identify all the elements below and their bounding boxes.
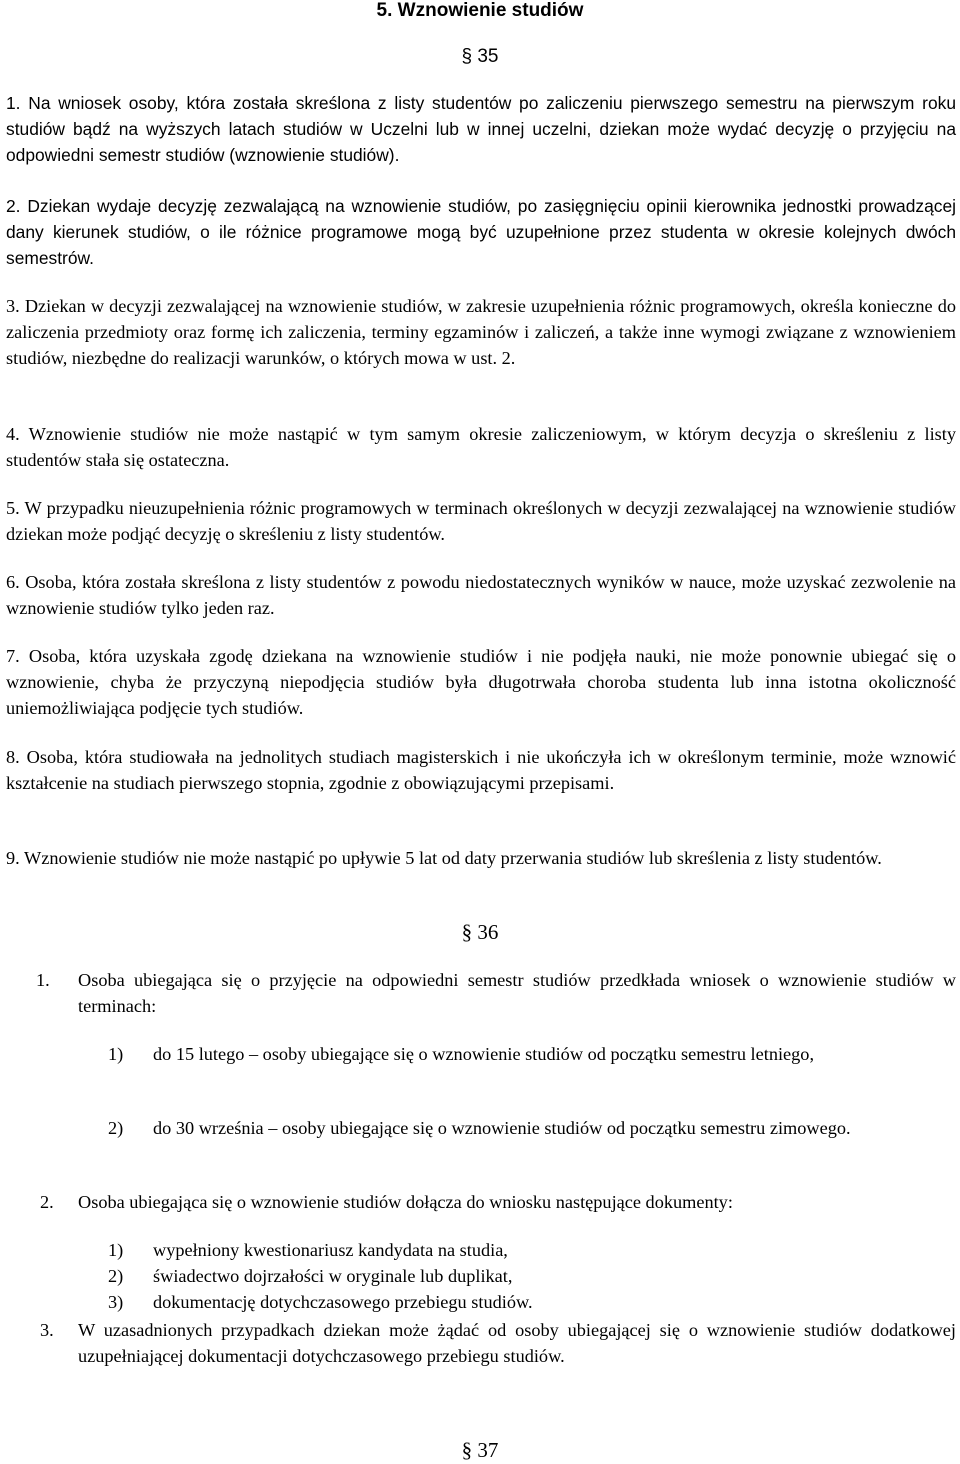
- sub-item-number: 2): [108, 1118, 124, 1138]
- sec36-item-1-sub-1: [108, 1041, 956, 1067]
- item-text: Osoba, która uzyskała zgodę dziekana na wznowienie studiów i nie podjęła nauki, nie może ponownie ubiegać się o wznowienie, chyba że przyczyną niepodjęcia studiów była długotrwała choroba studenta lub inna istotna okoliczność uniemożliwiająca podjęcie tych studiów.: [6, 646, 956, 718]
- sec36-item-1-sub-2: [108, 1115, 956, 1141]
- sub-item-text: świadectwo dojrzałości w oryginale lub duplikat,: [153, 1266, 513, 1286]
- sec35-item-8: [6, 744, 956, 796]
- item-number: 2.: [40, 1192, 54, 1212]
- sub-item-number: 1): [108, 1044, 124, 1064]
- sec36-item-2: [40, 1189, 956, 1215]
- item-text: Osoba, która studiowała na jednolitych studiach magisterskich i nie ukończyła ich w określonym terminie, może wznowić kształcenie na studiach pierwszego stopnia, zgodnie z obowiązującymi przepisami.: [6, 747, 956, 793]
- sub-item-text: do 15 lutego – osoby ubiegające się o wznowienie studiów od początku semestru letniego,: [153, 1044, 815, 1064]
- sec35-item-9: [6, 845, 956, 871]
- sec36-item-2-sub-1: [108, 1237, 956, 1263]
- item-text: Wznowienie studiów nie może nastąpić w tym samym okresie zaliczeniowym, w którym decyzja o skreśleniu z listy studentów stała się ostateczna.: [6, 424, 956, 470]
- item-text: Dziekan w decyzji zezwalającej na wznowienie studiów, w zakresie uzupełnienia różnic programowych, określa konieczne do zaliczenia przedmioty oraz formę ich zaliczenia, terminy egzaminów i zaliczeń, a także inne wymogi związane z wznowieniem studiów, niezbędne do realizacji warunków, o których mowa w ust. 2.: [6, 296, 956, 368]
- sec35-item-7: [6, 643, 956, 721]
- section-title: 5. Wznowienie studiów: [376, 0, 584, 21]
- sec35-item-1: [6, 90, 956, 168]
- item-number: 3.: [40, 1320, 54, 1340]
- item-number: 7.: [6, 646, 20, 666]
- item-number: 2.: [6, 196, 21, 216]
- sec35-item-2: [6, 193, 956, 271]
- paragraph-mark-35: § 35: [461, 46, 499, 67]
- sec36-item-1: [36, 967, 956, 1019]
- sec36-item-3: [40, 1317, 956, 1369]
- sec36-item-2-sub-3: [108, 1289, 956, 1315]
- item-text: W uzasadnionych przypadkach dziekan może żądać od osoby ubiegającej się o wznowienie studiów dodatkowej uzupełniającej dokumentacji dotychczasowego przebiegu studiów.: [78, 1320, 956, 1366]
- sub-item-text: dokumentację dotychczasowego przebiegu studiów.: [153, 1292, 533, 1312]
- sec36-item-2-sub-2: [108, 1263, 956, 1289]
- item-text: Osoba ubiegająca się o przyjęcie na odpowiedni semestr studiów przedkłada wniosek o wznowienie studiów w terminach:: [78, 970, 956, 1016]
- sec35-item-6: [6, 569, 956, 621]
- sub-item-text: wypełniony kwestionariusz kandydata na studia,: [153, 1240, 508, 1260]
- item-text: Dziekan wydaje decyzję zezwalającą na wznowienie studiów, po zasięgnięciu opinii kierownika jednostki prowadzącej dany kierunek studiów, o ile różnice programowe mogą być uzupełnione przez studenta w okresie kolejnych dwóch semestrów.: [6, 196, 956, 268]
- item-number: 9.: [6, 848, 20, 868]
- sub-item-number: 1): [108, 1240, 124, 1260]
- item-number: 8.: [6, 747, 20, 767]
- item-text: Na wniosek osoby, która została skreślona z listy studentów po zaliczeniu pierwszego semestru na pierwszym roku studiów bądź na wyższych latach studiów w Uczelni lub w innej uczelni, dziekan może wydać decyzję o przyjęciu na odpowiedni semestr studiów (wznowienie studiów).: [6, 93, 956, 165]
- paragraph-mark-37: § 37: [461, 1438, 499, 1462]
- item-number: 3.: [6, 296, 20, 316]
- item-number: 4.: [6, 424, 20, 444]
- item-text: Osoba, która została skreślona z listy studentów z powodu niedostatecznych wyników w nauce, może uzyskać zezwolenie na wznowienie studiów tylko jeden raz.: [6, 572, 956, 618]
- sub-item-text: do 30 września – osoby ubiegające się o wznowienie studiów od początku semestru zimowego.: [153, 1118, 851, 1138]
- item-text: Osoba ubiegająca się o wznowienie studiów dołącza do wniosku następujące dokumenty:: [78, 1192, 733, 1212]
- sec35-item-3: [6, 293, 956, 371]
- item-text: W przypadku nieuzupełnienia różnic programowych w terminach określonych w decyzji zezwalającej na wznowienie studiów dziekan może podjąć decyzję o skreśleniu z listy studentów.: [6, 498, 956, 544]
- sec35-item-4: [6, 421, 956, 473]
- item-number: 6.: [6, 572, 20, 592]
- item-number: 1.: [36, 970, 50, 990]
- item-number: 5.: [6, 498, 20, 518]
- item-number: 1.: [6, 93, 21, 113]
- sub-item-number: 3): [108, 1292, 124, 1312]
- sec35-item-5: [6, 495, 956, 547]
- item-text: Wznowienie studiów nie może nastąpić po upływie 5 lat od daty przerwania studiów lub skreślenia z listy studentów.: [23, 848, 882, 868]
- paragraph-mark-36: § 36: [461, 920, 499, 944]
- sub-item-number: 2): [108, 1266, 124, 1286]
